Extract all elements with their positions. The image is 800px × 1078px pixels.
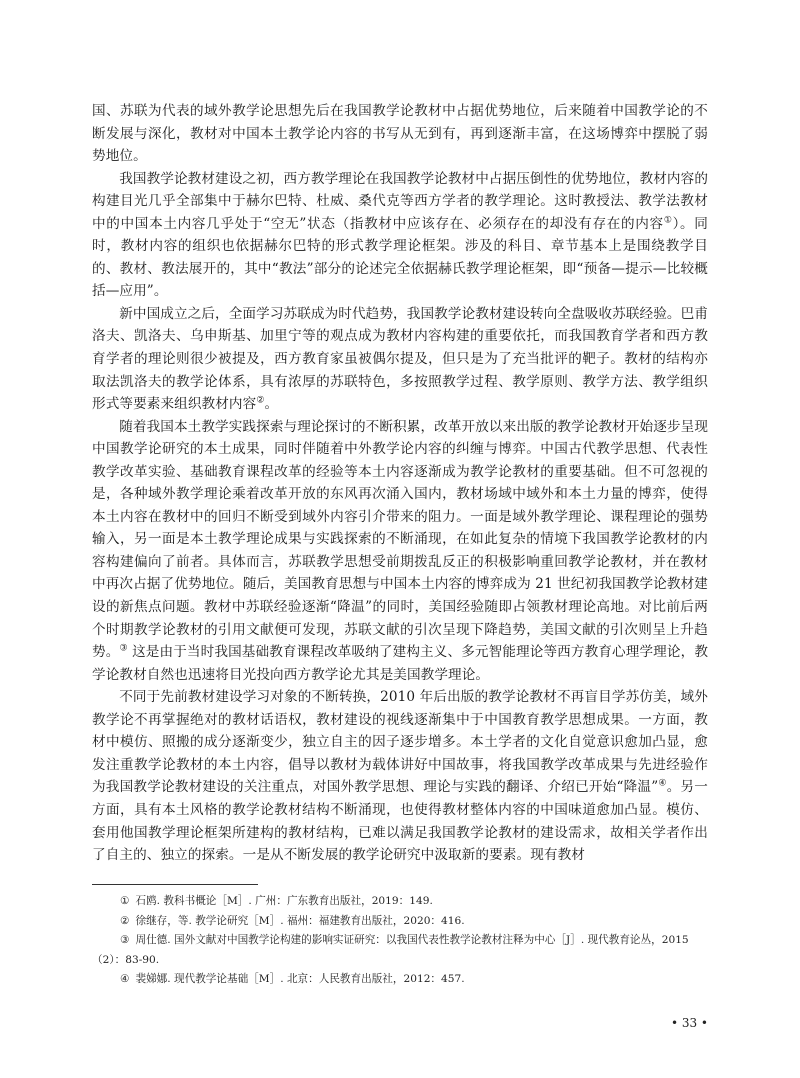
footnote-4	[92, 970, 708, 990]
footnote-4-text: 裴娣娜. 现代教学论基础［M］. 北京：人民教育出版社，2012：457.	[135, 973, 465, 985]
paragraph-5-text-after: 。另一方面，具有本土风格的教学论教材结构不断涌现，也使得教材整体内容的中国味道愈加凸显。模仿、套用他国教学理论框架所建构的教材结构，已难以满足我国教学论教材的建设需求，故相关学者作出了自主的、独立的探索。一是从不断发展的教学论研究中汲取新的要素。现有教材	[92, 779, 708, 864]
footnote-4-number: ④	[120, 973, 130, 985]
footnote-1	[92, 892, 708, 912]
paragraph-5	[92, 686, 708, 866]
paragraph-1-text: 国、苏联为代表的域外教学论思想先后在我国教学论教材中占据优势地位，后来随着中国教学论的不断发展与深化，教材对中国本土教学论内容的书写从无到有，再到逐渐丰富，在这场博弈中摆脱了弱势地位。	[92, 103, 708, 165]
paragraph-3-text-after: 。	[264, 396, 279, 413]
paragraph-4-text-after: 这是由于当时我国基础教育课程改革吸纳了建构主义、多元智能理论等西方教育心理学理论，教学论教材自然也迅速将目光投向西方教学论尤其是美国教学理论。	[92, 644, 709, 683]
footnote-divider	[92, 884, 258, 885]
footnote-3-number: ③	[120, 934, 130, 946]
paragraph-2	[92, 168, 708, 303]
footnote-1-number: ①	[120, 895, 130, 907]
paragraph-1	[92, 100, 708, 168]
body-text	[92, 100, 708, 867]
paragraph-3-text: 新中国成立之后，全面学习苏联成为时代趋势，我国教学论教材建设转向全盘吸收苏联经验。巴甫洛夫、凯洛夫、乌申斯基、加里宁等的观点成为教材内容构建的重要依托，而我国教育学者和西方教育学者的理论则很少被提及，西方教育家虽被偶尔提及，但只是为了充当批评的靶子。教材的结构亦取法凯洛夫的教学论体系，具有浓厚的苏联特色，多按照教学过程、教学原则、教学方法、教学组织形式等要素来组织教材内容	[92, 305, 709, 413]
paragraph-4-text: 随着我国本土教学实践探索与理论探讨的不断积累，改革开放以来出版的教学论教材开始逐步呈现中国教学论研究的本土成果，同时伴随着中外教学论内容的纠缠与博弈。中国古代教学思想、代表性教学改革实验、基础教育课程改革的经验等本土内容逐渐成为教学论教材的重要基础。但不可忽视的是，各种域外教学理论乘着改革开放的东风再次涌入国内，教材场域中域外和本土力量的博弈，使得本土内容在教材中的回归不断受到域外内容引介带来的阻力。一面是域外教学理论、课程理论的强势输入，另一面是本土教学理论成果与实践探索的不断涌现，在如此复杂的情境下我国教学论教材的内容构建偏向了前者。具体而言，苏联教学思想受前期拨乱反正的积极影响重回教学论教材，并在教材中再次占据了优势地位。随后，美国教育思想与中国本土内容的博弈成为 21 世纪初我国教学论教材建设的新焦点问题。教材中苏联经验逐渐“降温”的同时，美国经验随即占领教材理论高地。对比前后两个时期教学论教材的引用文献便可发现，苏联文献的引次呈现下降趋势，美国文献的引次则呈上升趋势。	[92, 418, 709, 661]
page-number: • 33 •	[670, 1016, 708, 1030]
paragraph-5-text: 不同于先前教材建设学习对象的不断转换，2010 年后出版的教学论教材不再盲目学苏仿美，域外教学论不再掌握绝对的教材话语权，教材建设的视线逐渐集中于中国教育教学思想成果。一方面，教材中模仿、照搬的成分逐渐变少，独立自主的因子逐步增多。本土学者的文化自觉意识愈加凸显，愈发注重教学论教材的本土内容，倡导以教材为载体讲好中国故事，将我国教学改革成果与先进经验作为我国教学论教材建设的关注重点，对国外教学思想、理论与实践的翻译、介绍已开始“降温”	[92, 689, 708, 796]
footnote-ref-1[interactable]: ①	[663, 215, 673, 226]
footnote-3	[92, 931, 708, 970]
footnote-ref-4[interactable]: ④	[658, 778, 667, 789]
footnote-2-text: 徐继存，等. 教学论研究［M］. 福州：福建教育出版社，2020：416.	[135, 914, 465, 927]
footnote-3-text: 周仕德. 国外文献对中国教学论构建的影响实证研究：以我国代表性教学论教材注释为中心［J］. 现代教育论丛，2015（2）：83-90.	[92, 934, 689, 966]
paragraph-4	[92, 416, 708, 687]
paragraph-2-text: 我国教学论教材建设之初，西方教学理论在我国教学论教材中占据压倒性的优势地位，教材内容的构建目光几乎全部集中于赫尔巴特、杜威、桑代克等西方学者的教学理论。这时教授法、教学法教材中的中国本土内容几乎处于“空无”状态（指教材中应该存在、必须存在的却没有存在的内容	[92, 170, 709, 232]
paragraph-2-text-after: ）。同时，教材内容的组织也依据赫尔巴特的形式教学理论框架。涉及的科目、章节基本上是围绕教学目的、教材、教法展开的，其中“教法”部分的论述完全依据赫氏教学理论框架，即“预备—提示—比较概括—应用”。	[92, 215, 708, 300]
footnote-ref-3[interactable]: ③	[119, 643, 128, 654]
footnote-2-number: ②	[120, 914, 130, 927]
paragraph-3	[92, 303, 708, 416]
footnote-2	[92, 912, 708, 932]
footnote-1-text: 石鸥. 教科书概论［M］. 广州：广东教育出版社，2019：149.	[135, 895, 433, 907]
footnotes	[92, 892, 708, 990]
footnote-ref-2[interactable]: ②	[256, 395, 265, 406]
